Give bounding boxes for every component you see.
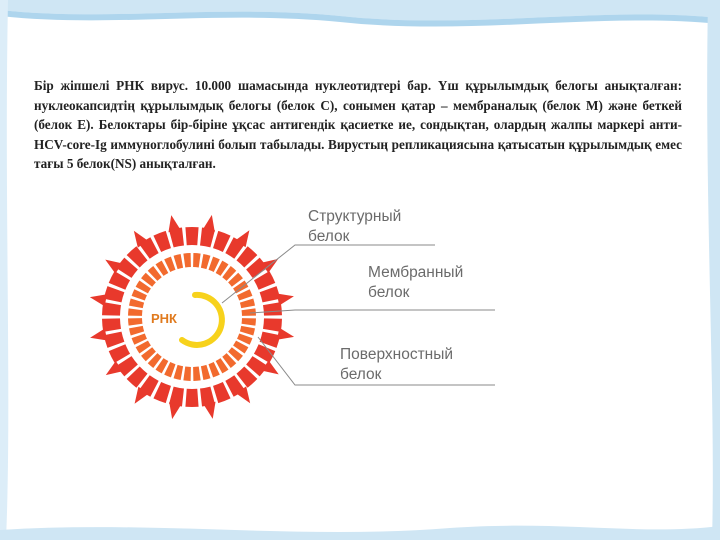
inner-ring-segment <box>174 365 184 380</box>
outer-ring-segment <box>263 302 282 315</box>
rna-arc <box>182 295 222 345</box>
rna-label: РНК <box>151 311 177 326</box>
leader-line-membrane <box>250 310 495 313</box>
inner-ring-segment <box>240 299 255 309</box>
inner-ring-segment <box>242 308 256 316</box>
outer-ring-segment <box>260 332 281 348</box>
outer-ring-segment <box>104 286 125 302</box>
outer-ring-segment <box>185 227 198 245</box>
outer-ring-segment <box>169 387 184 407</box>
virus-illustration <box>90 195 510 455</box>
inner-ring-segment <box>174 254 184 269</box>
inner-ring-segment <box>201 365 211 380</box>
inner-ring-segment <box>128 308 142 316</box>
inner-ring-segment <box>193 367 201 381</box>
outer-ring-segment <box>102 318 121 331</box>
description-paragraph: Бір жіпшелі РНК вирус. 10.000 шамасында нуклеотидтері бар. Үш құрылымдық белогы анықталған: нуклеокапсидтің құрылымдық белогы (белок С), сонымен қатар – мембраналық (белок М) және беткей (белок Е). Белоктары бір-біріне ұқсас антигендік қасиетке ие, сондықтан, олардың жалпы маркері анти-HCV-core-Ig иммуноглобулині болып табылады. Вирустың репликациясына қатысатын құрылымдық емес тағы 5 белок(NS) анықталған. <box>34 78 682 172</box>
frame-bottom-wave <box>0 526 720 540</box>
outer-protein-ring <box>102 227 282 407</box>
outer-ring-segment <box>104 332 125 348</box>
inner-ring-segment <box>129 326 144 336</box>
inner-ring-segment <box>242 318 256 326</box>
outer-ring-segment <box>260 286 281 302</box>
inner-protein-ring <box>128 253 256 381</box>
inner-ring-segment <box>183 367 191 381</box>
inner-ring-segment <box>183 253 191 267</box>
inner-ring-segment <box>129 299 144 309</box>
virus-structure-diagram <box>90 195 510 455</box>
inner-ring-segment <box>240 326 255 336</box>
surface-protein-label: Поверхностный белок <box>340 346 454 383</box>
surface-spikes <box>90 215 294 419</box>
frame-right-edge <box>707 0 720 540</box>
inner-ring-segment <box>201 254 211 269</box>
structural-protein-label: Структурный белок <box>308 208 402 245</box>
outer-ring-segment <box>200 387 215 407</box>
membrane-protein-label: Мембранный белок <box>368 264 464 301</box>
outer-ring-segment <box>102 302 121 315</box>
frame-left-edge <box>0 0 8 540</box>
outer-ring-segment <box>263 318 282 331</box>
outer-ring-segment <box>169 228 184 248</box>
outer-ring-segment <box>200 228 215 248</box>
outer-ring-segment <box>185 389 198 407</box>
inner-ring-segment <box>128 318 142 326</box>
inner-ring-segment <box>193 253 201 267</box>
